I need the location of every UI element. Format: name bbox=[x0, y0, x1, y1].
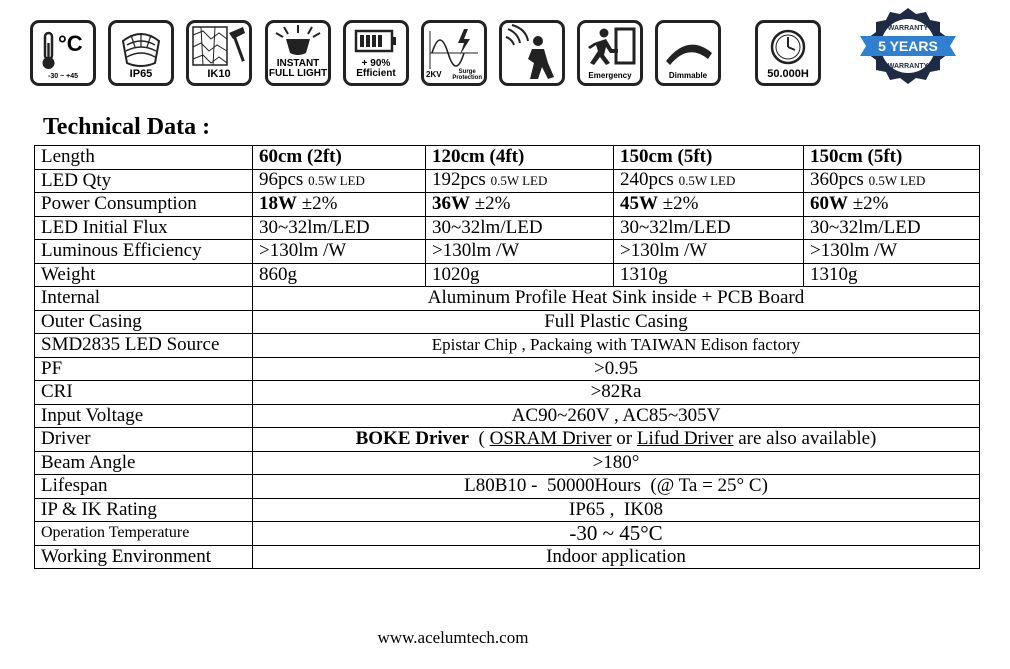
row-label: Input Voltage bbox=[35, 404, 253, 428]
qty-unit: 0.5W LED bbox=[308, 173, 365, 189]
table-row-casing bbox=[35, 310, 980, 334]
cell-eff-2: >130lm /W bbox=[426, 240, 614, 264]
table-row-ip-ik bbox=[35, 498, 980, 522]
feature-icon-strip bbox=[30, 16, 980, 94]
power-tolerance: ±2% bbox=[852, 193, 889, 215]
technical-data-heading: Technical Data : bbox=[43, 114, 211, 140]
emergency-label: Emergency bbox=[588, 71, 632, 80]
cell-driver bbox=[253, 428, 980, 452]
table-row-voltage bbox=[35, 404, 980, 428]
qty-unit: 0.5W LED bbox=[678, 173, 736, 189]
cell-cri: >82Ra bbox=[253, 381, 980, 405]
cell-pf: >0.95 bbox=[253, 357, 980, 381]
lifespan-hours-label: 50.000H bbox=[767, 68, 809, 80]
row-label: Weight bbox=[35, 263, 253, 287]
table-row-led-qty bbox=[35, 169, 980, 193]
efficiency-icon bbox=[343, 20, 409, 86]
ip65-icon bbox=[108, 20, 174, 86]
warranty-bottom-text: WARRANTY bbox=[887, 63, 929, 70]
driver-open: ( bbox=[469, 428, 490, 450]
cell-power-4 bbox=[804, 193, 980, 217]
efficiency-line-1: + 90% bbox=[361, 58, 391, 69]
cell-weight-4: 1310g bbox=[804, 263, 980, 287]
cell-power-2 bbox=[426, 193, 614, 217]
cell-op-temp: -30 ~ 45°C bbox=[253, 522, 980, 546]
table-row-smd bbox=[35, 334, 980, 358]
row-label: LED Initial Flux bbox=[35, 216, 253, 240]
emergency-icon bbox=[577, 20, 643, 86]
power-tolerance: ±2% bbox=[301, 193, 338, 215]
temperature-range: -30 ~ +45 bbox=[48, 73, 78, 80]
efficiency-line-2: Efficient bbox=[356, 68, 396, 79]
table-row-pf bbox=[35, 357, 980, 381]
dimmable-label: Dimmable bbox=[668, 71, 708, 80]
power-tolerance: ±2% bbox=[474, 193, 511, 215]
table-row-flux bbox=[35, 216, 980, 240]
instant-light-icon bbox=[265, 20, 331, 86]
row-label: Lifespan bbox=[35, 475, 253, 499]
cell-150cm-b: 150cm (5ft) bbox=[804, 146, 980, 170]
cell-environment: Indoor application bbox=[253, 545, 980, 569]
ik10-icon bbox=[186, 20, 252, 86]
cell-qty-4 bbox=[804, 169, 980, 193]
row-label: Length bbox=[35, 146, 253, 170]
row-label: Power Consumption bbox=[35, 193, 253, 217]
surge-caption bbox=[452, 69, 482, 81]
qty-unit: 0.5W LED bbox=[490, 173, 548, 189]
table-row-weight bbox=[35, 263, 980, 287]
driver-rest: are also available) bbox=[733, 428, 877, 450]
table-row-cri bbox=[35, 381, 980, 405]
row-label: LED Qty bbox=[35, 169, 253, 193]
cell-power-1 bbox=[253, 193, 426, 217]
row-label: Luminous Efficiency bbox=[35, 240, 253, 264]
temperature-icon bbox=[30, 20, 96, 86]
warranty-years: 5 YEARS bbox=[878, 38, 938, 54]
table-row-internal bbox=[35, 287, 980, 311]
qty-value: 96pcs bbox=[259, 169, 304, 191]
driver-main: BOKE Driver bbox=[355, 428, 470, 450]
footer-website[interactable]: www.acelumtech.com bbox=[377, 628, 529, 647]
row-label: SMD2835 LED Source bbox=[35, 334, 253, 358]
cell-150cm-a: 150cm (5ft) bbox=[614, 146, 804, 170]
table-row-lifespan bbox=[35, 475, 980, 499]
table-row-length bbox=[35, 146, 980, 170]
ik10-label: IK10 bbox=[207, 68, 231, 80]
cell-flux-2: 30~32lm/LED bbox=[426, 216, 614, 240]
cell-qty-2 bbox=[426, 169, 614, 193]
power-value: 45W bbox=[620, 193, 658, 215]
instant-line-2: FULL LIGHT bbox=[268, 68, 328, 79]
surge-protection-icon bbox=[421, 20, 487, 86]
surge-line-2: Protection bbox=[452, 75, 482, 81]
cell-eff-3: >130lm /W bbox=[614, 240, 804, 264]
table-row-driver bbox=[35, 428, 980, 452]
efficiency-caption bbox=[346, 59, 406, 79]
lifespan-clock-icon bbox=[755, 20, 821, 86]
motion-sensor-icon bbox=[499, 20, 565, 86]
surge-line-1: Surge bbox=[458, 69, 476, 75]
ip65-label: IP65 bbox=[129, 68, 153, 80]
driver-lifud: Lifud Driver bbox=[636, 428, 734, 450]
row-label: Internal bbox=[35, 287, 253, 311]
driver-osram: OSRAM Driver bbox=[489, 428, 612, 450]
row-label: CRI bbox=[35, 381, 253, 405]
technical-data-table bbox=[34, 145, 980, 569]
temperature-unit: °C bbox=[58, 31, 83, 56]
power-value: 18W bbox=[259, 193, 297, 215]
cell-ip-ik: IP65 , IK08 bbox=[253, 498, 980, 522]
cell-qty-1 bbox=[253, 169, 426, 193]
cell-120cm: 120cm (4ft) bbox=[426, 146, 614, 170]
row-label: PF bbox=[35, 357, 253, 381]
cell-power-3 bbox=[614, 193, 804, 217]
dimmable-icon bbox=[655, 20, 721, 86]
row-label: Beam Angle bbox=[35, 451, 253, 475]
cell-flux-4: 30~32lm/LED bbox=[804, 216, 980, 240]
cell-weight-2: 1020g bbox=[426, 263, 614, 287]
warranty-top-text: WARRANTY bbox=[887, 25, 929, 32]
qty-value: 192pcs bbox=[432, 169, 486, 191]
power-value: 60W bbox=[810, 193, 848, 215]
cell-60cm: 60cm (2ft) bbox=[253, 146, 426, 170]
cell-flux-3: 30~32lm/LED bbox=[614, 216, 804, 240]
cell-lifespan: L80B10 - 50000Hours (@ Ta = 25° C) bbox=[253, 475, 980, 499]
qty-value: 240pcs bbox=[620, 169, 674, 191]
row-label: Driver bbox=[35, 428, 253, 452]
cell-beam: >180° bbox=[253, 451, 980, 475]
row-label: Outer Casing bbox=[35, 310, 253, 334]
cell-flux-1: 30~32lm/LED bbox=[253, 216, 426, 240]
cell-qty-3 bbox=[614, 169, 804, 193]
cell-casing: Full Plastic Casing bbox=[253, 310, 980, 334]
cell-eff-1: >130lm /W bbox=[253, 240, 426, 264]
instant-line-1: INSTANT bbox=[276, 58, 320, 69]
row-label: IP & IK Rating bbox=[35, 498, 253, 522]
table-row-environment bbox=[35, 545, 980, 569]
driver-or: or bbox=[611, 428, 637, 450]
cell-smd: Epistar Chip , Packaing with TAIWAN Edison factory bbox=[253, 334, 980, 358]
table-row-efficiency bbox=[35, 240, 980, 264]
power-tolerance: ±2% bbox=[662, 193, 699, 215]
power-value: 36W bbox=[432, 193, 470, 215]
table-row-beam bbox=[35, 451, 980, 475]
cell-eff-4: >130lm /W bbox=[804, 240, 980, 264]
table-row-power bbox=[35, 193, 980, 217]
surge-voltage: 2KV bbox=[426, 70, 442, 79]
row-label: Operation Temperature bbox=[35, 522, 253, 546]
cell-internal: Aluminum Profile Heat Sink inside + PCB Board bbox=[253, 287, 980, 311]
qty-unit: 0.5W LED bbox=[868, 173, 926, 189]
cell-weight-3: 1310g bbox=[614, 263, 804, 287]
warranty-seal bbox=[858, 6, 958, 86]
cell-voltage: AC90~260V , AC85~305V bbox=[253, 404, 980, 428]
qty-value: 360pcs bbox=[810, 169, 864, 191]
cell-weight-1: 860g bbox=[253, 263, 426, 287]
instant-light-caption bbox=[268, 59, 328, 79]
table-row-op-temp bbox=[35, 522, 980, 546]
row-label: Working Environment bbox=[35, 545, 253, 569]
